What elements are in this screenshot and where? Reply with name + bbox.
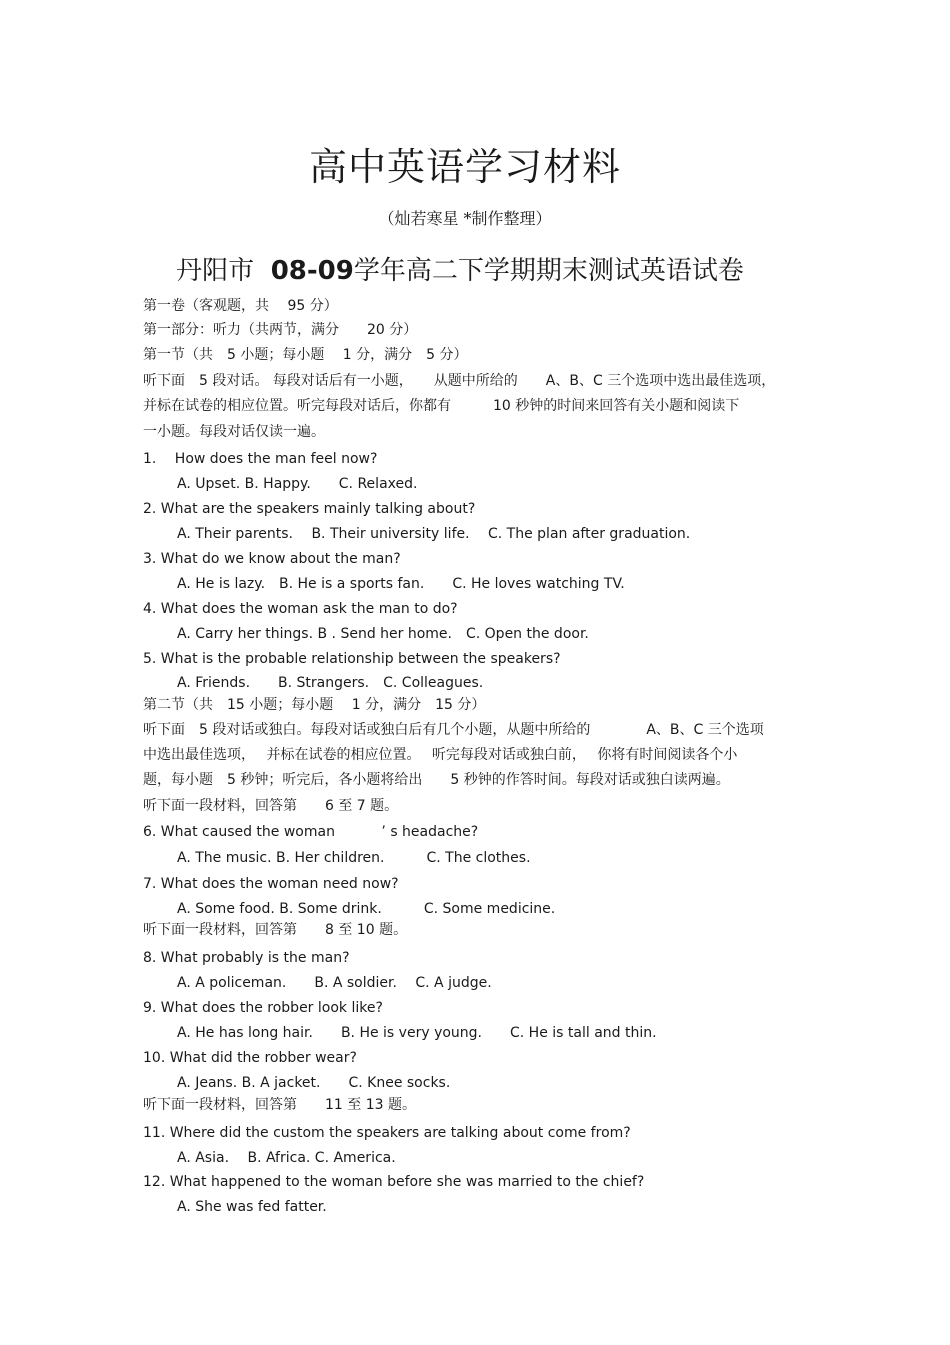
text-line: 7. What does the woman need now?: [143, 876, 399, 892]
text-line: 第一节（共 5 小题；每小题 1 分，满分 5 分）: [143, 347, 468, 363]
exam-title-rest: 学年高二下学期期末测试英语试卷: [353, 256, 744, 286]
text-line: 听下面一段材料，回答第 8 至 10 题。: [143, 922, 408, 938]
text-line: 中选出最佳选项， 并标在试卷的相应位置。 听完每段对话或独白前， 你将有时间阅读各个小: [143, 747, 738, 763]
text-line: 9. What does the robber look like?: [143, 1000, 383, 1016]
answer-options: A. Friends. B. Strangers. C. Colleagues.: [177, 675, 484, 691]
text-line: 8. What probably is the man?: [143, 950, 350, 966]
text-line: 6. What caused the woman ’ s headache?: [143, 824, 479, 840]
text-line: 听下面一段材料，回答第 11 至 13 题。: [143, 1097, 416, 1113]
page-subtitle: （灿若寒星 *制作整理）: [378, 209, 552, 228]
answer-options: A. Carry her things. B . Send her home. C. Open the door.: [177, 626, 589, 642]
text-line: 第一部分：听力（共两节，满分 20 分）: [143, 322, 418, 338]
answer-options: A. She was fed fatter.: [177, 1199, 327, 1215]
text-line: 4. What does the woman ask the man to do?: [143, 601, 458, 617]
exam-title: [0, 250, 920, 287]
answer-options: A. A policeman. B. A soldier. C. A judge.: [177, 975, 492, 991]
answer-options: A. Asia. B. Africa. C. America.: [177, 1150, 396, 1166]
text-line: 并标在试卷的相应位置。听完每段对话后，你都有 10 秒钟的时间来回答有关小题和阅读下: [143, 398, 740, 414]
exam-title-year: 08-09: [270, 256, 354, 286]
text-line: 听下面 5 段对话。 每段对话后有一小题， 从题中所给的 A、B、C 三个选项中选出最佳选项，: [143, 373, 776, 389]
text-line: 3. What do we know about the man?: [143, 551, 401, 567]
text-line: 12. What happened to the woman before she was married to the chief?: [143, 1174, 645, 1190]
answer-options: A. The music. B. Her children. C. The clothes.: [177, 850, 531, 866]
answer-options: A. He has long hair. B. He is very young. C. He is tall and thin.: [177, 1025, 657, 1041]
text-line: 1. How does the man feel now?: [143, 451, 378, 467]
answer-options: A. Their parents. B. Their university life. C. The plan after graduation.: [177, 526, 691, 542]
exam-title-city: 丹阳市: [176, 256, 255, 286]
text-line: 题，每小题 5 秒钟；听完后，各小题将给出 5 秒钟的作答时间。每段对话或独白读两遍。: [143, 772, 730, 788]
answer-options: A. Jeans. B. A jacket. C. Knee socks.: [177, 1075, 451, 1091]
answer-options: A. Some food. B. Some drink. C. Some medicine.: [177, 901, 556, 917]
page-title: 高中英语学习材料: [308, 145, 621, 189]
text-line: 第一卷（客观题，共 95 分）: [143, 298, 338, 314]
text-line: 第二节（共 15 小题；每小题 1 分，满分 15 分）: [143, 697, 486, 713]
text-line: 11. Where did the custom the speakers are talking about come from?: [143, 1125, 631, 1141]
text-line: 听下面 5 段对话或独白。每段对话或独白后有几个小题，从题中所给的 A、B、C 三个选项: [143, 722, 764, 738]
text-line: 5. What is the probable relationship between the speakers?: [143, 651, 561, 667]
answer-options: A. He is lazy. B. He is a sports fan. C. He loves watching TV.: [177, 576, 625, 592]
text-line: 一小题。每段对话仅读一遍。: [143, 424, 325, 440]
text-line: 听下面一段材料，回答第 6 至 7 题。: [143, 798, 399, 814]
answer-options: A. Upset. B. Happy. C. Relaxed.: [177, 476, 418, 492]
text-line: 2. What are the speakers mainly talking about?: [143, 501, 476, 517]
text-line: 10. What did the robber wear?: [143, 1050, 357, 1066]
